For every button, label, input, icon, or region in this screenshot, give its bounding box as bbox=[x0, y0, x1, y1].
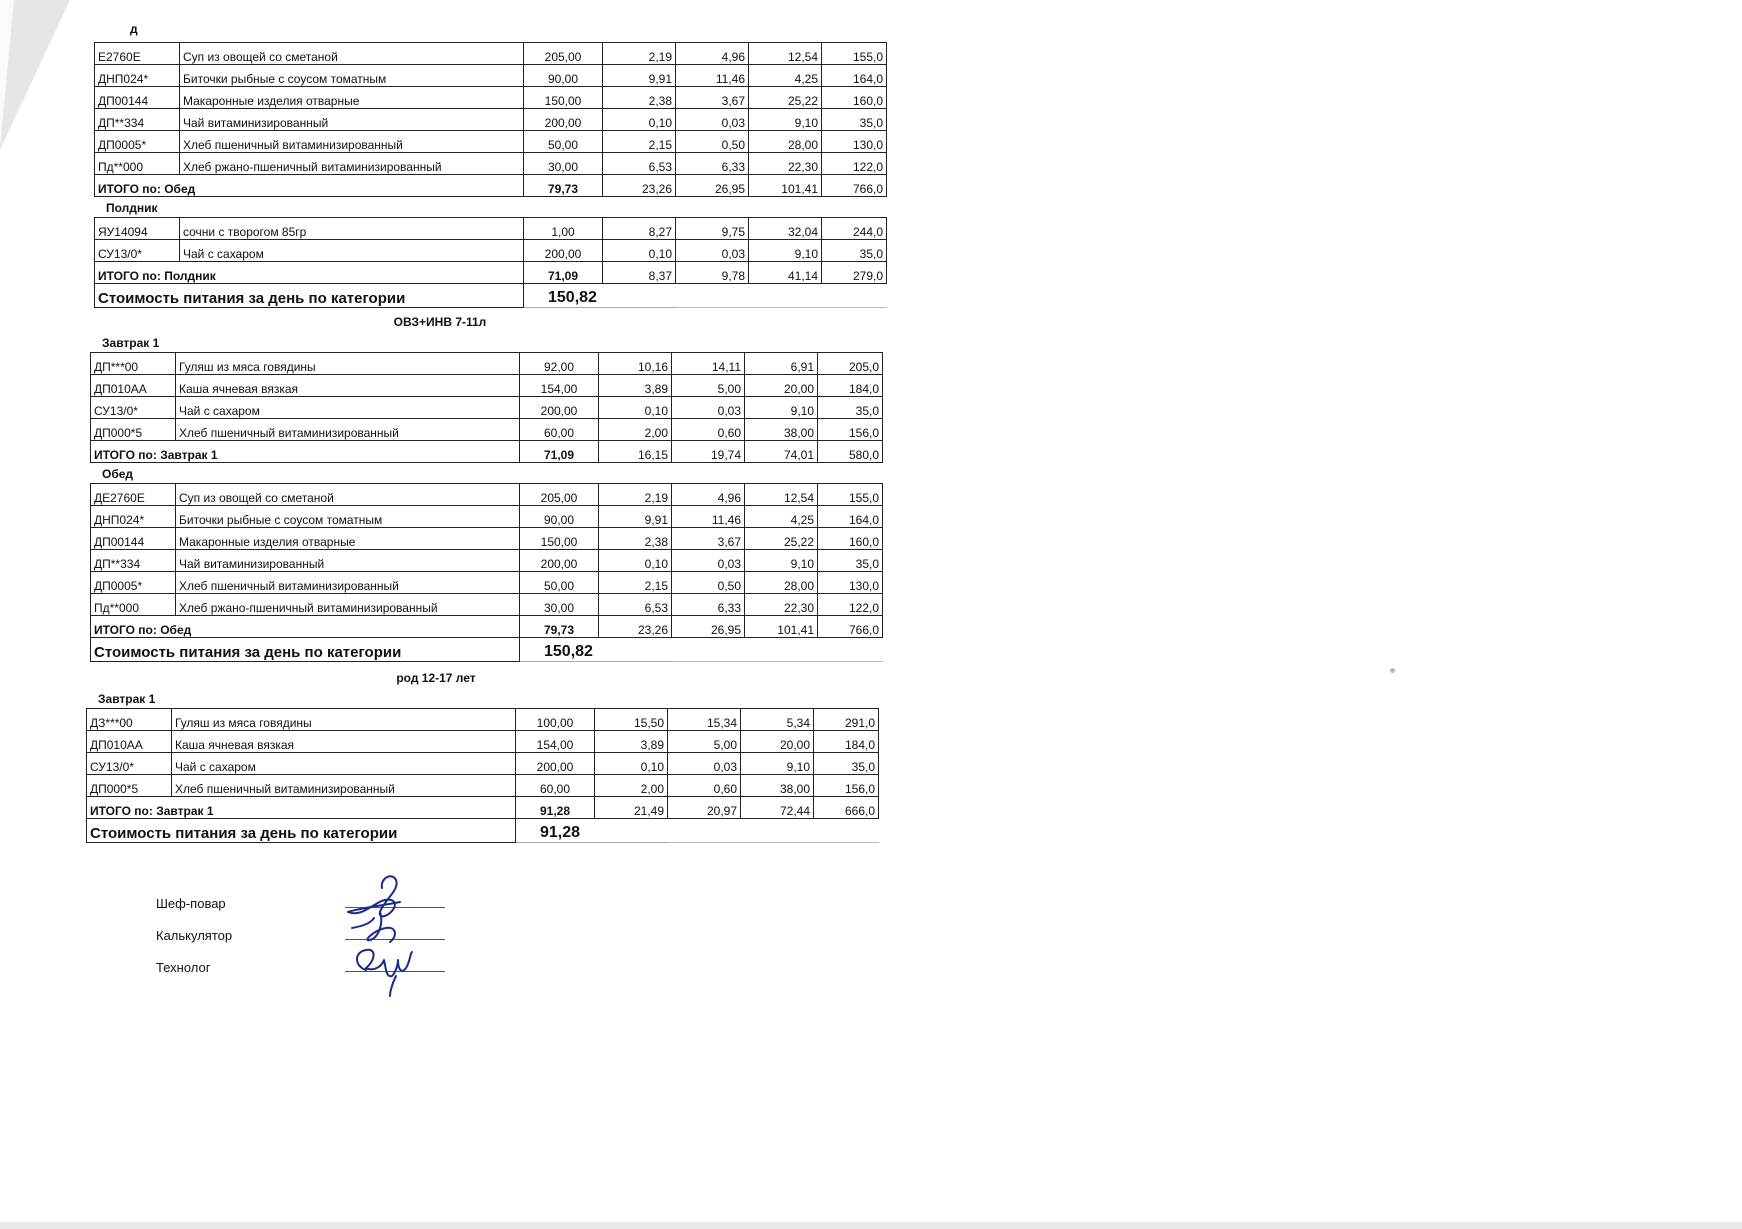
table-row bbox=[95, 240, 887, 262]
item-kcal: 130,0 bbox=[818, 572, 883, 594]
total-fats: 26,95 bbox=[676, 175, 749, 197]
item-name: Хлеб пшеничный витаминизированный bbox=[180, 131, 524, 153]
item-fats: 0,03 bbox=[676, 240, 749, 262]
item-kcal: 35,0 bbox=[822, 109, 887, 131]
table-row bbox=[91, 353, 883, 375]
item-carbs: 6,91 bbox=[745, 353, 818, 375]
item-fats: 0,50 bbox=[676, 131, 749, 153]
total-cost: 71,09 bbox=[524, 262, 603, 284]
item-code: ДП***00 bbox=[91, 353, 176, 375]
item-fats: 0,03 bbox=[672, 550, 745, 572]
item-fats: 0,03 bbox=[676, 109, 749, 131]
item-proteins: 0,10 bbox=[599, 397, 672, 419]
total-label: ИТОГО по: Завтрак 1 bbox=[87, 797, 516, 819]
item-code: ДЗ***00 bbox=[87, 709, 172, 731]
item-proteins: 2,19 bbox=[599, 484, 672, 506]
table-row bbox=[91, 594, 883, 616]
total-carbs: 101,41 bbox=[749, 175, 822, 197]
item-carbs: 25,22 bbox=[749, 87, 822, 109]
item-code: ДП000*5 bbox=[91, 419, 176, 441]
item-carbs: 4,25 bbox=[749, 65, 822, 87]
item-code: Е2760Е bbox=[95, 43, 180, 65]
item-weight: 60,00 bbox=[516, 775, 595, 797]
item-code: ДНП024* bbox=[95, 65, 180, 87]
cost-value: 91,28 bbox=[516, 819, 668, 843]
total-carbs: 41,14 bbox=[749, 262, 822, 284]
item-name: Хлеб пшеничный витаминизированный bbox=[176, 419, 520, 441]
item-carbs: 12,54 bbox=[749, 43, 822, 65]
item-fats: 4,96 bbox=[676, 43, 749, 65]
item-proteins: 6,53 bbox=[603, 153, 676, 175]
item-fats: 15,34 bbox=[668, 709, 741, 731]
item-fats: 0,50 bbox=[672, 572, 745, 594]
item-proteins: 0,10 bbox=[595, 753, 668, 775]
item-weight: 200,00 bbox=[516, 753, 595, 775]
obed-total-row-2 bbox=[91, 616, 883, 638]
item-fats: 14,11 bbox=[672, 353, 745, 375]
item-name: Суп из овощей со сметаной bbox=[176, 484, 520, 506]
item-proteins: 2,15 bbox=[603, 131, 676, 153]
item-kcal: 160,0 bbox=[822, 87, 887, 109]
item-code: ДП0005* bbox=[91, 572, 176, 594]
item-carbs: 4,25 bbox=[745, 506, 818, 528]
cost-row-3 bbox=[87, 819, 879, 843]
item-fats: 9,75 bbox=[676, 218, 749, 240]
item-weight: 50,00 bbox=[520, 572, 599, 594]
table-row bbox=[95, 65, 887, 87]
item-proteins: 0,10 bbox=[599, 550, 672, 572]
item-carbs: 20,00 bbox=[741, 731, 814, 753]
item-kcal: 244,0 bbox=[822, 218, 887, 240]
item-kcal: 184,0 bbox=[818, 375, 883, 397]
item-kcal: 160,0 bbox=[818, 528, 883, 550]
meal-label-zavtrak-3: Завтрак 1 bbox=[98, 692, 156, 706]
item-weight: 200,00 bbox=[524, 240, 603, 262]
table-row bbox=[95, 109, 887, 131]
cost-blank bbox=[668, 819, 879, 843]
table-row bbox=[95, 153, 887, 175]
item-carbs: 20,00 bbox=[745, 375, 818, 397]
item-name: Макаронные изделия отварные bbox=[176, 528, 520, 550]
item-fats: 0,03 bbox=[672, 397, 745, 419]
item-weight: 30,00 bbox=[520, 594, 599, 616]
item-fats: 6,33 bbox=[672, 594, 745, 616]
technologist-label: Технолог bbox=[156, 960, 211, 975]
item-name: Хлеб пшеничный витаминизированный bbox=[176, 572, 520, 594]
table-row bbox=[91, 484, 883, 506]
item-code: ДП00144 bbox=[91, 528, 176, 550]
item-name: Чай витаминизированный bbox=[180, 109, 524, 131]
item-carbs: 32,04 bbox=[749, 218, 822, 240]
item-name: Хлеб пшеничный витаминизированный bbox=[172, 775, 516, 797]
item-code: ДП**334 bbox=[95, 109, 180, 131]
item-name: Хлеб ржано-пшеничный витаминизированный bbox=[176, 594, 520, 616]
item-weight: 30,00 bbox=[524, 153, 603, 175]
item-weight: 200,00 bbox=[524, 109, 603, 131]
item-name: Чай с сахаром bbox=[180, 240, 524, 262]
table-row bbox=[91, 550, 883, 572]
item-code: ДП**334 bbox=[91, 550, 176, 572]
item-code: ДП010АА bbox=[91, 375, 176, 397]
cost-row-1 bbox=[95, 284, 887, 308]
table-row bbox=[91, 572, 883, 594]
item-kcal: 164,0 bbox=[822, 65, 887, 87]
item-weight: 100,00 bbox=[516, 709, 595, 731]
item-code: Пд**000 bbox=[95, 153, 180, 175]
item-weight: 154,00 bbox=[516, 731, 595, 753]
item-carbs: 12,54 bbox=[745, 484, 818, 506]
item-code: СУ13/0* bbox=[87, 753, 172, 775]
table-row bbox=[95, 87, 887, 109]
item-fats: 0,60 bbox=[672, 419, 745, 441]
obed-total-row-1 bbox=[95, 175, 887, 197]
total-cost: 71,09 bbox=[520, 441, 599, 463]
item-proteins: 0,10 bbox=[603, 240, 676, 262]
item-name: Биточки рыбные с соусом томатным bbox=[180, 65, 524, 87]
item-kcal: 155,0 bbox=[818, 484, 883, 506]
category-title-ovz: ОВЗ+ИНВ 7-11л bbox=[393, 315, 487, 329]
poldnik-total-row bbox=[95, 262, 887, 284]
item-proteins: 0,10 bbox=[603, 109, 676, 131]
total-label: ИТОГО по: Завтрак 1 bbox=[91, 441, 520, 463]
total-proteins: 23,26 bbox=[599, 616, 672, 638]
total-fats: 9,78 bbox=[676, 262, 749, 284]
item-carbs: 9,10 bbox=[749, 240, 822, 262]
handwritten-signatures bbox=[340, 868, 460, 998]
item-name: Чай витаминизированный bbox=[176, 550, 520, 572]
table-row bbox=[87, 753, 879, 775]
scan-bottom-edge bbox=[0, 1222, 1742, 1229]
item-carbs: 9,10 bbox=[749, 109, 822, 131]
total-kcal: 580,0 bbox=[818, 441, 883, 463]
table-row bbox=[95, 131, 887, 153]
item-weight: 90,00 bbox=[524, 65, 603, 87]
item-weight: 90,00 bbox=[520, 506, 599, 528]
signature-block bbox=[156, 888, 232, 984]
item-proteins: 6,53 bbox=[599, 594, 672, 616]
total-label: ИТОГО по: Обед bbox=[95, 175, 524, 197]
item-weight: 150,00 bbox=[524, 87, 603, 109]
total-fats: 26,95 bbox=[672, 616, 745, 638]
cost-label: Стоимость питания за день по категории bbox=[95, 284, 524, 308]
item-weight: 150,00 bbox=[520, 528, 599, 550]
item-kcal: 122,0 bbox=[818, 594, 883, 616]
item-name: Чай с сахаром bbox=[172, 753, 516, 775]
item-code: Пд**000 bbox=[91, 594, 176, 616]
item-code: ДП00144 bbox=[95, 87, 180, 109]
item-proteins: 2,19 bbox=[603, 43, 676, 65]
item-weight: 92,00 bbox=[520, 353, 599, 375]
total-label: ИТОГО по: Полдник bbox=[95, 262, 524, 284]
item-name: Хлеб ржано-пшеничный витаминизированный bbox=[180, 153, 524, 175]
table-row bbox=[91, 506, 883, 528]
item-fats: 11,46 bbox=[676, 65, 749, 87]
total-proteins: 8,37 bbox=[603, 262, 676, 284]
item-code: ЯУ14094 bbox=[95, 218, 180, 240]
item-kcal: 205,0 bbox=[818, 353, 883, 375]
item-proteins: 2,00 bbox=[595, 775, 668, 797]
item-fats: 3,67 bbox=[672, 528, 745, 550]
item-kcal: 35,0 bbox=[818, 550, 883, 572]
item-fats: 4,96 bbox=[672, 484, 745, 506]
section-1 bbox=[94, 42, 887, 308]
category-title-12-17: род 12-17 лет bbox=[396, 671, 476, 685]
item-carbs: 28,00 bbox=[749, 131, 822, 153]
item-carbs: 9,10 bbox=[741, 753, 814, 775]
total-fats: 19,74 bbox=[672, 441, 745, 463]
item-name: Гуляш из мяса говядины bbox=[176, 353, 520, 375]
item-carbs: 9,10 bbox=[745, 550, 818, 572]
poldnik-table bbox=[94, 217, 887, 308]
item-fats: 6,33 bbox=[676, 153, 749, 175]
zavtrak-total-row-3 bbox=[87, 797, 879, 819]
item-fats: 5,00 bbox=[672, 375, 745, 397]
cost-blank bbox=[672, 638, 883, 662]
table-row bbox=[91, 419, 883, 441]
zavtrak-total-row-2 bbox=[91, 441, 883, 463]
total-carbs: 74,01 bbox=[745, 441, 818, 463]
item-kcal: 184,0 bbox=[814, 731, 879, 753]
item-carbs: 38,00 bbox=[741, 775, 814, 797]
meal-label-zavtrak-2: Завтрак 1 bbox=[102, 336, 160, 350]
item-carbs: 28,00 bbox=[745, 572, 818, 594]
total-kcal: 766,0 bbox=[818, 616, 883, 638]
item-kcal: 155,0 bbox=[822, 43, 887, 65]
table-row bbox=[91, 528, 883, 550]
item-weight: 200,00 bbox=[520, 550, 599, 572]
item-carbs: 22,30 bbox=[749, 153, 822, 175]
calculator-label: Калькулятор bbox=[156, 928, 233, 943]
item-carbs: 25,22 bbox=[745, 528, 818, 550]
scan-speck bbox=[1390, 668, 1395, 673]
cost-label: Стоимость питания за день по категории bbox=[91, 638, 520, 662]
item-weight: 205,00 bbox=[524, 43, 603, 65]
zavtrak-table-2 bbox=[90, 352, 883, 463]
table-row bbox=[87, 775, 879, 797]
item-weight: 60,00 bbox=[520, 419, 599, 441]
section-2 bbox=[90, 310, 883, 662]
item-name: Гуляш из мяса говядины bbox=[172, 709, 516, 731]
item-weight: 1,00 bbox=[524, 218, 603, 240]
item-code: ДНП024* bbox=[91, 506, 176, 528]
item-fats: 11,46 bbox=[672, 506, 745, 528]
meal-label-poldnik: Полдник bbox=[106, 201, 158, 215]
item-carbs: 9,10 bbox=[745, 397, 818, 419]
total-carbs: 101,41 bbox=[745, 616, 818, 638]
item-name: Биточки рыбные с соусом томатным bbox=[176, 506, 520, 528]
item-kcal: 156,0 bbox=[818, 419, 883, 441]
total-cost: 91,28 bbox=[516, 797, 595, 819]
table-row bbox=[91, 375, 883, 397]
total-proteins: 16,15 bbox=[599, 441, 672, 463]
item-proteins: 8,27 bbox=[603, 218, 676, 240]
item-kcal: 35,0 bbox=[818, 397, 883, 419]
table-row bbox=[87, 709, 879, 731]
section-3 bbox=[86, 666, 879, 843]
total-label: ИТОГО по: Обед bbox=[91, 616, 520, 638]
item-name: Суп из овощей со сметаной bbox=[180, 43, 524, 65]
item-carbs: 5,34 bbox=[741, 709, 814, 731]
item-weight: 50,00 bbox=[524, 131, 603, 153]
item-fats: 0,03 bbox=[668, 753, 741, 775]
item-kcal: 130,0 bbox=[822, 131, 887, 153]
total-kcal: 279,0 bbox=[822, 262, 887, 284]
item-name: Чай с сахаром bbox=[176, 397, 520, 419]
item-kcal: 122,0 bbox=[822, 153, 887, 175]
table-row bbox=[95, 218, 887, 240]
cost-label: Стоимость питания за день по категории bbox=[87, 819, 516, 843]
item-carbs: 22,30 bbox=[745, 594, 818, 616]
item-proteins: 2,38 bbox=[599, 528, 672, 550]
item-proteins: 2,15 bbox=[599, 572, 672, 594]
item-name: Каша ячневая вязкая bbox=[176, 375, 520, 397]
item-name: сочни с творогом 85гр bbox=[180, 218, 524, 240]
item-code: СУ13/0* bbox=[95, 240, 180, 262]
top-fragment: д bbox=[130, 22, 138, 36]
item-proteins: 2,38 bbox=[603, 87, 676, 109]
item-name: Макаронные изделия отварные bbox=[180, 87, 524, 109]
cost-value: 150,82 bbox=[520, 638, 672, 662]
total-proteins: 21,49 bbox=[595, 797, 668, 819]
zavtrak-table-3 bbox=[86, 708, 879, 843]
item-proteins: 3,89 bbox=[599, 375, 672, 397]
item-kcal: 35,0 bbox=[822, 240, 887, 262]
total-cost: 79,73 bbox=[524, 175, 603, 197]
obed-table-2 bbox=[90, 483, 883, 662]
item-code: ДП0005* bbox=[95, 131, 180, 153]
item-kcal: 164,0 bbox=[818, 506, 883, 528]
total-kcal: 666,0 bbox=[814, 797, 879, 819]
item-kcal: 291,0 bbox=[814, 709, 879, 731]
item-code: ДП000*5 bbox=[87, 775, 172, 797]
item-proteins: 9,91 bbox=[603, 65, 676, 87]
item-name: Каша ячневая вязкая bbox=[172, 731, 516, 753]
item-code: СУ13/0* bbox=[91, 397, 176, 419]
table-row bbox=[95, 43, 887, 65]
chef-label: Шеф-повар bbox=[156, 896, 226, 911]
table-row bbox=[87, 731, 879, 753]
item-kcal: 156,0 bbox=[814, 775, 879, 797]
total-kcal: 766,0 bbox=[822, 175, 887, 197]
meal-label-obed-2: Обед bbox=[102, 467, 134, 481]
item-weight: 154,00 bbox=[520, 375, 599, 397]
item-proteins: 3,89 bbox=[595, 731, 668, 753]
item-fats: 3,67 bbox=[676, 87, 749, 109]
item-carbs: 38,00 bbox=[745, 419, 818, 441]
item-proteins: 2,00 bbox=[599, 419, 672, 441]
item-weight: 200,00 bbox=[520, 397, 599, 419]
cost-value: 150,82 bbox=[524, 284, 676, 308]
item-fats: 0,60 bbox=[668, 775, 741, 797]
total-fats: 20,97 bbox=[668, 797, 741, 819]
cost-row-2 bbox=[91, 638, 883, 662]
item-proteins: 10,16 bbox=[599, 353, 672, 375]
item-proteins: 9,91 bbox=[599, 506, 672, 528]
item-fats: 5,00 bbox=[668, 731, 741, 753]
total-cost: 79,73 bbox=[520, 616, 599, 638]
item-kcal: 35,0 bbox=[814, 753, 879, 775]
total-carbs: 72,44 bbox=[741, 797, 814, 819]
total-proteins: 23,26 bbox=[603, 175, 676, 197]
table-row bbox=[91, 397, 883, 419]
obed-table-1 bbox=[94, 42, 887, 197]
item-code: ДЕ2760Е bbox=[91, 484, 176, 506]
item-code: ДП010АА bbox=[87, 731, 172, 753]
folded-corner-highlight bbox=[0, 0, 14, 148]
item-proteins: 15,50 bbox=[595, 709, 668, 731]
cost-blank bbox=[676, 284, 887, 308]
item-weight: 205,00 bbox=[520, 484, 599, 506]
